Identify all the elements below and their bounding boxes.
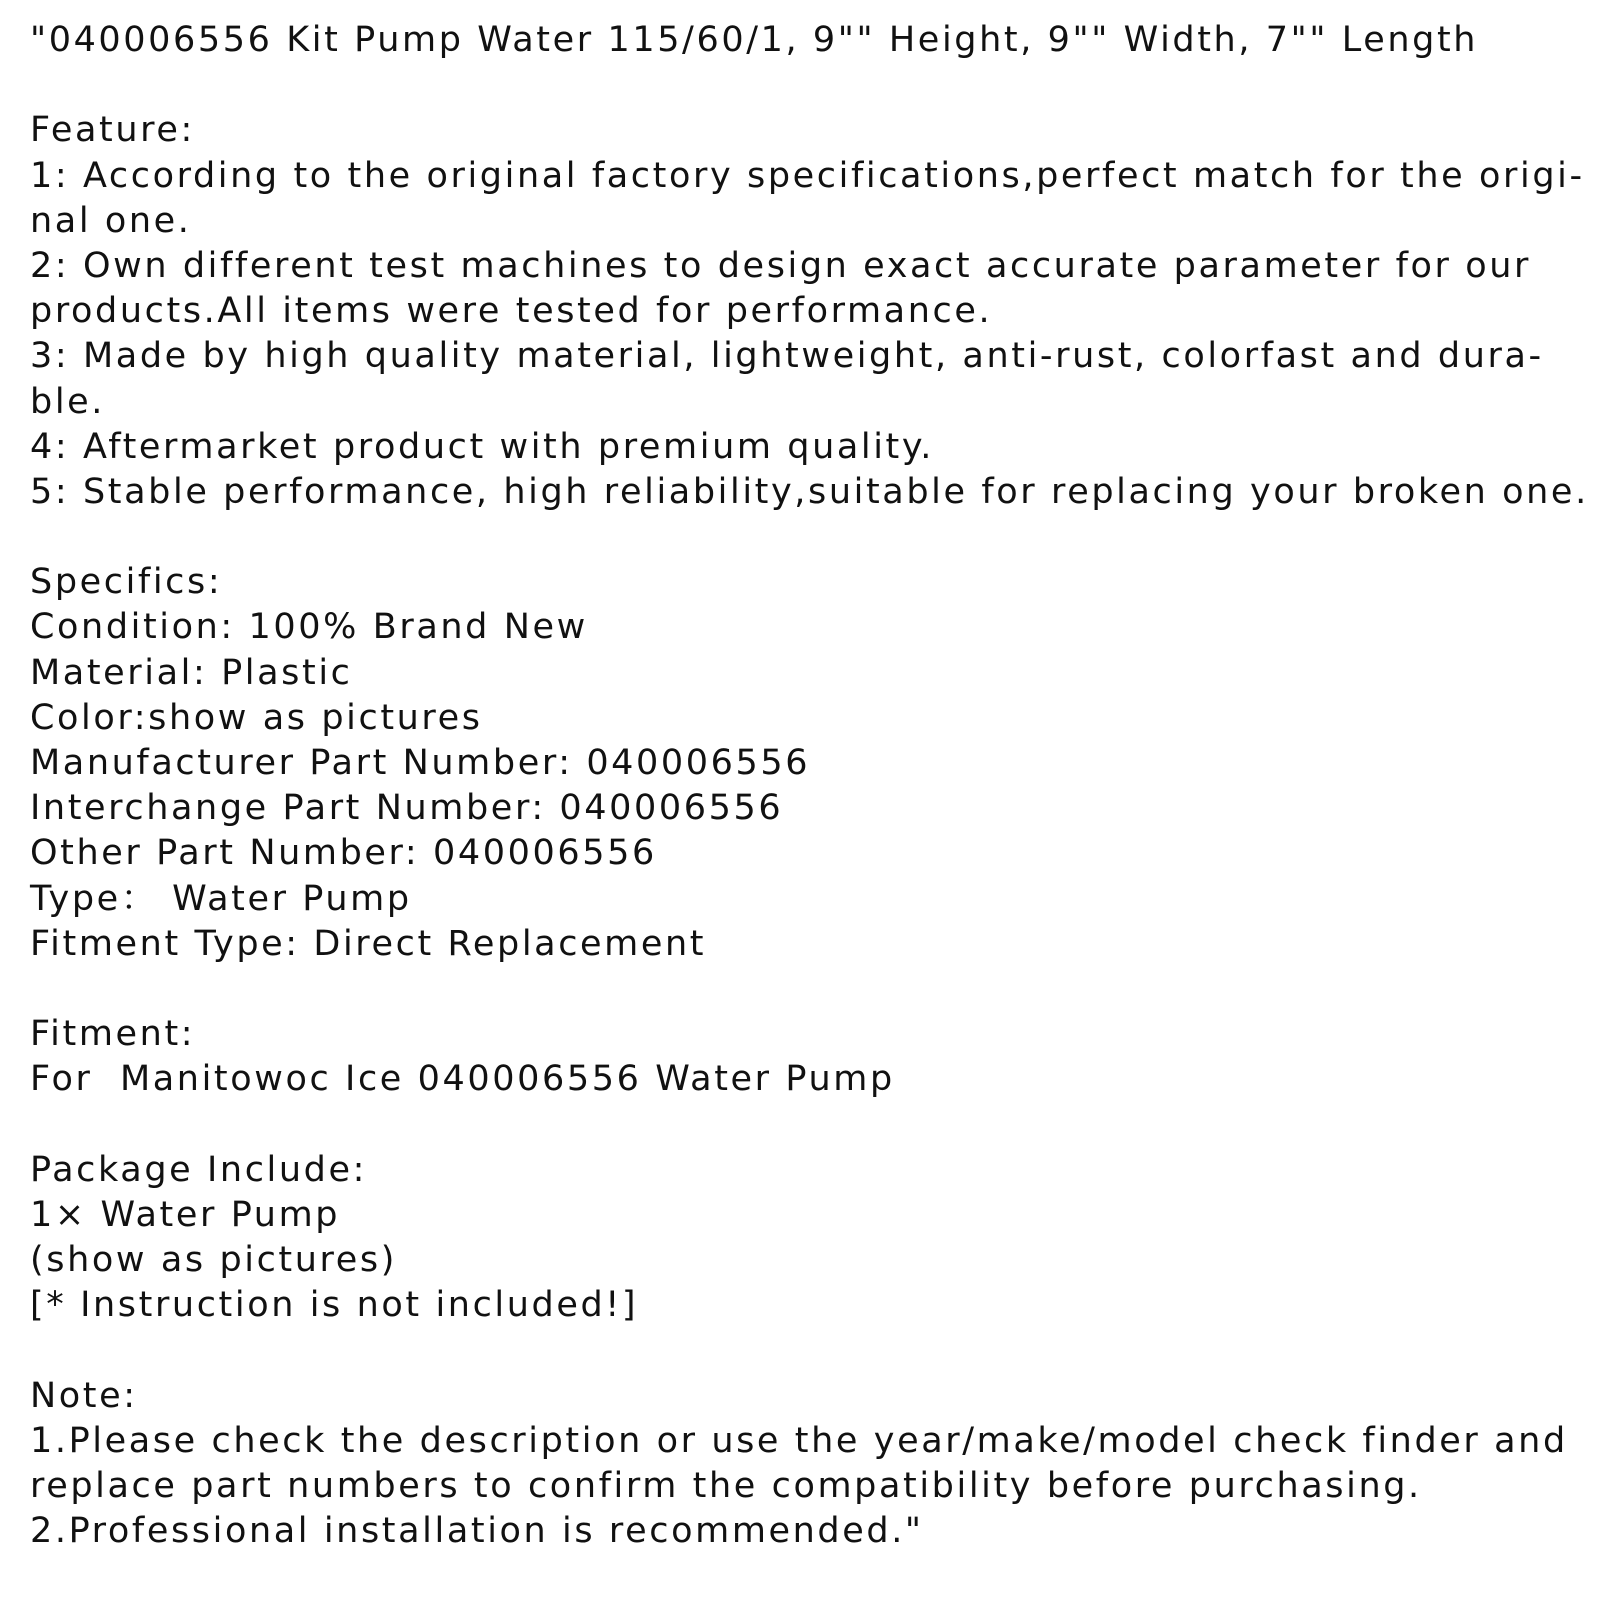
feature-section <box>30 108 1589 515</box>
spacer <box>30 1103 1570 1148</box>
feature-line: 1: According to the original factory specifications,perfect match for the origi- <box>30 155 1585 196</box>
package-section <box>30 1148 1570 1329</box>
spec-manufacturer-part-number: Manufacturer Part Number: 040006556 <box>30 743 811 783</box>
note-line: 2.Professional installation is recommended." <box>30 1511 924 1552</box>
spec-other-part-number: Other Part Number: 040006556 <box>30 833 657 874</box>
spacer <box>30 515 1570 560</box>
package-line: [* Instruction is not included!] <box>30 1285 639 1326</box>
feature-line: 3: Made by high quality material, lightweight, anti-rust, colorfast and dura- <box>30 336 1544 377</box>
feature-line: 5: Stable performance, high reliability,suitable for replacing your broken one. <box>30 471 1589 512</box>
fitment-line: For Manitowoc Ice 040006556 Water Pump <box>30 1059 895 1100</box>
spec-interchange-part-number: Interchange Part Number: 040006556 <box>30 788 784 829</box>
note-line: replace part numbers to confirm the compatibility before purchasing. <box>30 1466 1422 1506</box>
note-section <box>30 1374 1570 1555</box>
document-title: "040006556 Kit Pump Water 115/60/1, 9"" Height, 9"" Width, 7"" Length <box>30 20 1479 60</box>
feature-line: products.All items were tested for performance. <box>30 291 993 332</box>
note-heading: Note: <box>30 1375 138 1416</box>
specifics-heading: Specifics: <box>30 562 223 603</box>
package-heading: Package Include: <box>30 1149 367 1190</box>
feature-line: ble. <box>30 381 105 422</box>
feature-line: nal one. <box>30 200 192 241</box>
specifics-section <box>30 560 1570 967</box>
note-line: 1.Please check the description or use the year/make/model check finder and <box>30 1420 1568 1461</box>
feature-line: 4: Aftermarket product with premium quality. <box>30 426 934 467</box>
fitment-heading: Fitment: <box>30 1014 196 1055</box>
spacer <box>30 63 1570 108</box>
spec-fitment-type: Fitment Type: Direct Replacement <box>30 923 707 964</box>
spacer <box>30 1328 1570 1373</box>
spec-condition: Condition: 100% Brand New <box>30 607 588 648</box>
fitment-section <box>30 1012 1570 1102</box>
feature-line: 2: Own different test machines to design exact accurate parameter for our <box>30 245 1532 286</box>
spec-material: Material: Plastic <box>30 652 353 693</box>
spacer <box>30 967 1570 1012</box>
package-line: 1× Water Pump <box>30 1194 341 1235</box>
spec-color: Color:show as pictures <box>30 697 483 738</box>
package-line: (show as pictures) <box>30 1240 397 1281</box>
feature-heading: Feature: <box>30 110 195 151</box>
spec-type: Type： Water Pump <box>30 878 412 919</box>
